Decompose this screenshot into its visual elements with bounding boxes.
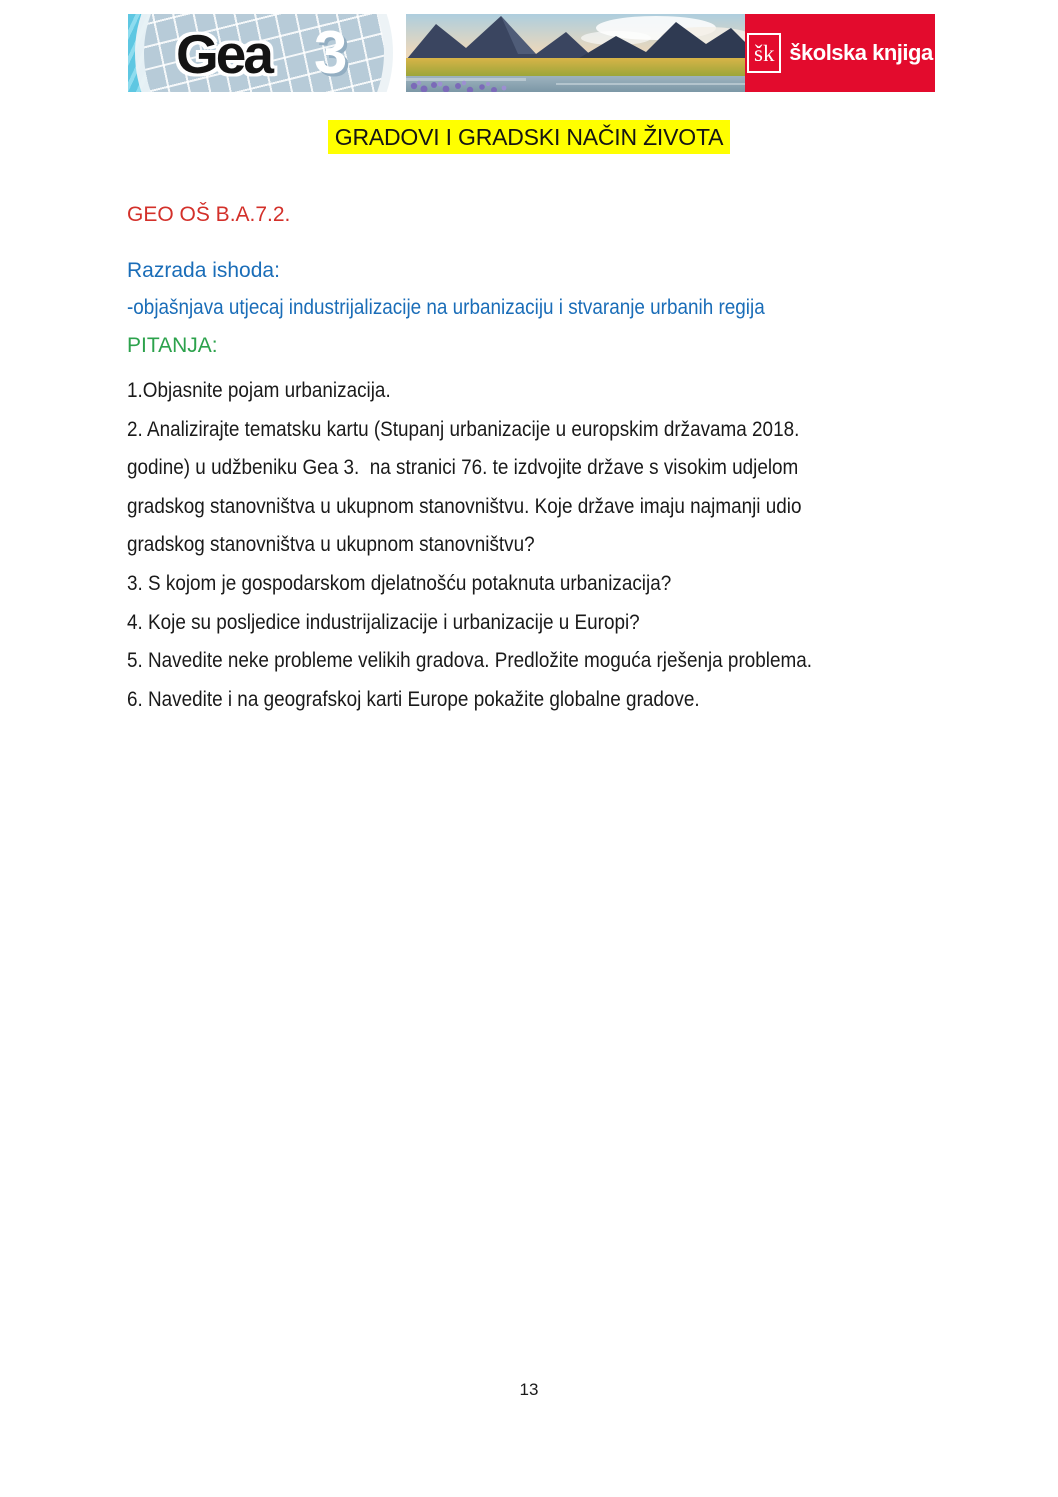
gea-logo-number: 3 bbox=[314, 19, 348, 86]
gea-logo-text: Gea bbox=[176, 23, 271, 85]
outcome-text: -objašnjava utjecaj industrijalizacije na urbanizaciju i stvaranje urbanih regija bbox=[127, 296, 765, 319]
sk-emblem-icon: šk bbox=[747, 33, 781, 73]
page-title-highlight: GRADOVI I GRADSKI NAČIN ŽIVOTA bbox=[328, 120, 730, 154]
page-title bbox=[0, 124, 1058, 151]
publisher-logo bbox=[745, 14, 935, 92]
question-line: 5. Navedite neke probleme velikih gradova. Predložite moguća rješenja problema. bbox=[127, 649, 812, 673]
question-line: godine) u udžbeniku Gea 3. na stranici 76. te izdvojite države s visokim udjelom bbox=[127, 456, 799, 480]
question-line: 3. S kojom je gospodarskom djelatnošću potaknuta urbanizacija? bbox=[127, 571, 672, 595]
curriculum-code: GEO OŠ B.A.7.2. bbox=[127, 203, 291, 226]
page-number: 13 bbox=[519, 1380, 539, 1399]
publisher-name: školska knjiga bbox=[789, 40, 933, 65]
question-line: gradskog stanovništva u ukupnom stanovništvu. Koje države imaju najmanji udio bbox=[127, 494, 802, 518]
question-line: 4. Koje su posljedice industrijalizacije i urbanizacije u Europi? bbox=[127, 610, 640, 634]
outcome-heading: Razrada ishoda: bbox=[127, 259, 280, 282]
question-line: 2. Analizirajte tematsku kartu (Stupanj urbanizacije u europskim državama 2018. bbox=[127, 417, 800, 441]
landscape-photo bbox=[406, 14, 745, 92]
header-banner bbox=[128, 14, 935, 92]
question-line: gradskog stanovništva u ukupnom stanovništvu? bbox=[127, 533, 535, 557]
question-line: 6. Navedite i na geografskoj karti Europe pokažite globalne gradove. bbox=[127, 687, 700, 711]
landscape-photo-graphic bbox=[406, 14, 745, 92]
question-line: 1.Objasnite pojam urbanizacija. bbox=[127, 379, 391, 402]
questions-heading: PITANJA: bbox=[127, 334, 218, 357]
gea-logo bbox=[128, 14, 406, 92]
document-body bbox=[127, 202, 888, 719]
